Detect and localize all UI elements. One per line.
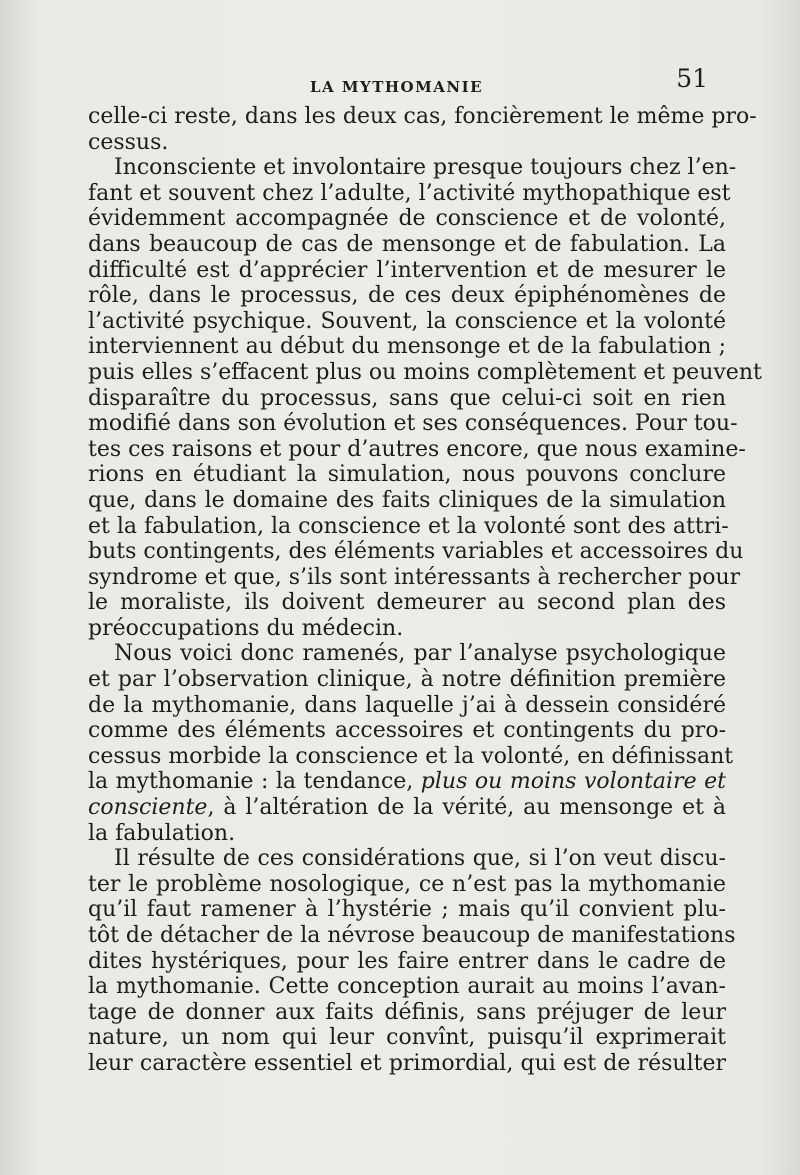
running-title: LA MYTHOMANIE [310,78,484,96]
text-line: rôle, dans le processus, de ces deux épiphénomènes de [88,283,726,309]
text-line: dans beaucoup de cas de mensonge et de fabulation. La [88,231,726,257]
text-line: interviennent au début du mensonge et de la fabulation ; [88,334,726,360]
text-line: Nous voici donc ramenés, par l’analyse psychologique [114,641,726,667]
text-line: Il résulte de ces considérations que, si l’on veut discu- [114,846,726,872]
text-line: disparaître du processus, sans que celui-ci soit en rien [88,385,726,411]
text-line: cessus. [88,129,169,155]
text-line: consciente, à l’altération de la vérité, au mensonge et à [88,795,726,821]
text-line: dites hystériques, pour les faire entrer dans le cadre de [88,948,726,974]
text-line: tage de donner aux faits définis, sans préjuger de leur [88,999,726,1025]
page-number: 51 [676,64,708,93]
text-line: modifié dans son évolution et ses conséquences. Pour tou- [88,411,738,437]
text-line: rions en étudiant la simulation, nous pouvons conclure [88,462,726,488]
text-line: l’activité psychique. Souvent, la conscience et la volonté [88,308,726,334]
text-line: tôt de détacher de la névrose beaucoup de manifestations [88,923,736,948]
text-line: celle-ci reste, dans les deux cas, foncièrement le même pro- [88,104,757,129]
body-text [88,104,762,1077]
paragraph [88,155,762,641]
text-line: difficulté est d’apprécier l’intervention et de mesurer le [88,257,726,283]
text-line: ter le problème nosologique, ce n’est pas la mythomanie [88,871,726,897]
text-line: la mythomanie : la tendance, plus ou moins volontaire et [88,769,726,795]
text-line: tes ces raisons et pour d’autres encore, que nous examine- [88,436,746,462]
text-line: Inconsciente et involontaire presque toujours chez l’en- [114,155,737,181]
text-line: et par l’observation clinique, à notre définition première [88,667,726,693]
paragraph [88,846,736,1076]
text-line: nature, un nom qui leur convînt, puisqu’il exprimerait [88,1025,726,1051]
paragraph [88,641,734,846]
text-line: buts contingents, des éléments variables et accessoires du [88,539,744,565]
text-line: la mythomanie. Cette conception aurait au moins l’avan- [88,974,726,1000]
text-line: évidemment accompagnée de conscience et de volonté, [88,206,726,232]
text-line: et la fabulation, la conscience et la volonté sont des attri- [88,513,729,539]
text-line: qu’il faut ramener à l’hystérie ; mais qu’il convient plu- [88,897,726,923]
text-line: de la mythomanie, dans laquelle j’ai à dessein considéré [88,692,726,718]
page-header [90,62,730,102]
text-line: cessus morbide la conscience et la volonté, en définissant [88,743,734,769]
text-line: comme des éléments accessoires et contingents du pro- [88,718,726,744]
text-line: fant et souvent chez l’adulte, l’activité mythopathique est [88,180,731,206]
text-line: le moraliste, ils doivent demeurer au second plan des [88,590,726,616]
text-line: la fabulation. [88,820,236,846]
text-line: leur caractère essentiel et primordial, qui est de résulter [88,1050,726,1076]
text-line: puis elles s’effacent plus ou moins complètement et peuvent [88,359,762,385]
text-line: que, dans le domaine des faits cliniques de la simulation [88,487,726,513]
paragraph [88,104,757,155]
text-line: syndrome et que, s’ils sont intéressants à rechercher pour [88,564,741,590]
text-line: préoccupations du médecin. [88,615,404,641]
